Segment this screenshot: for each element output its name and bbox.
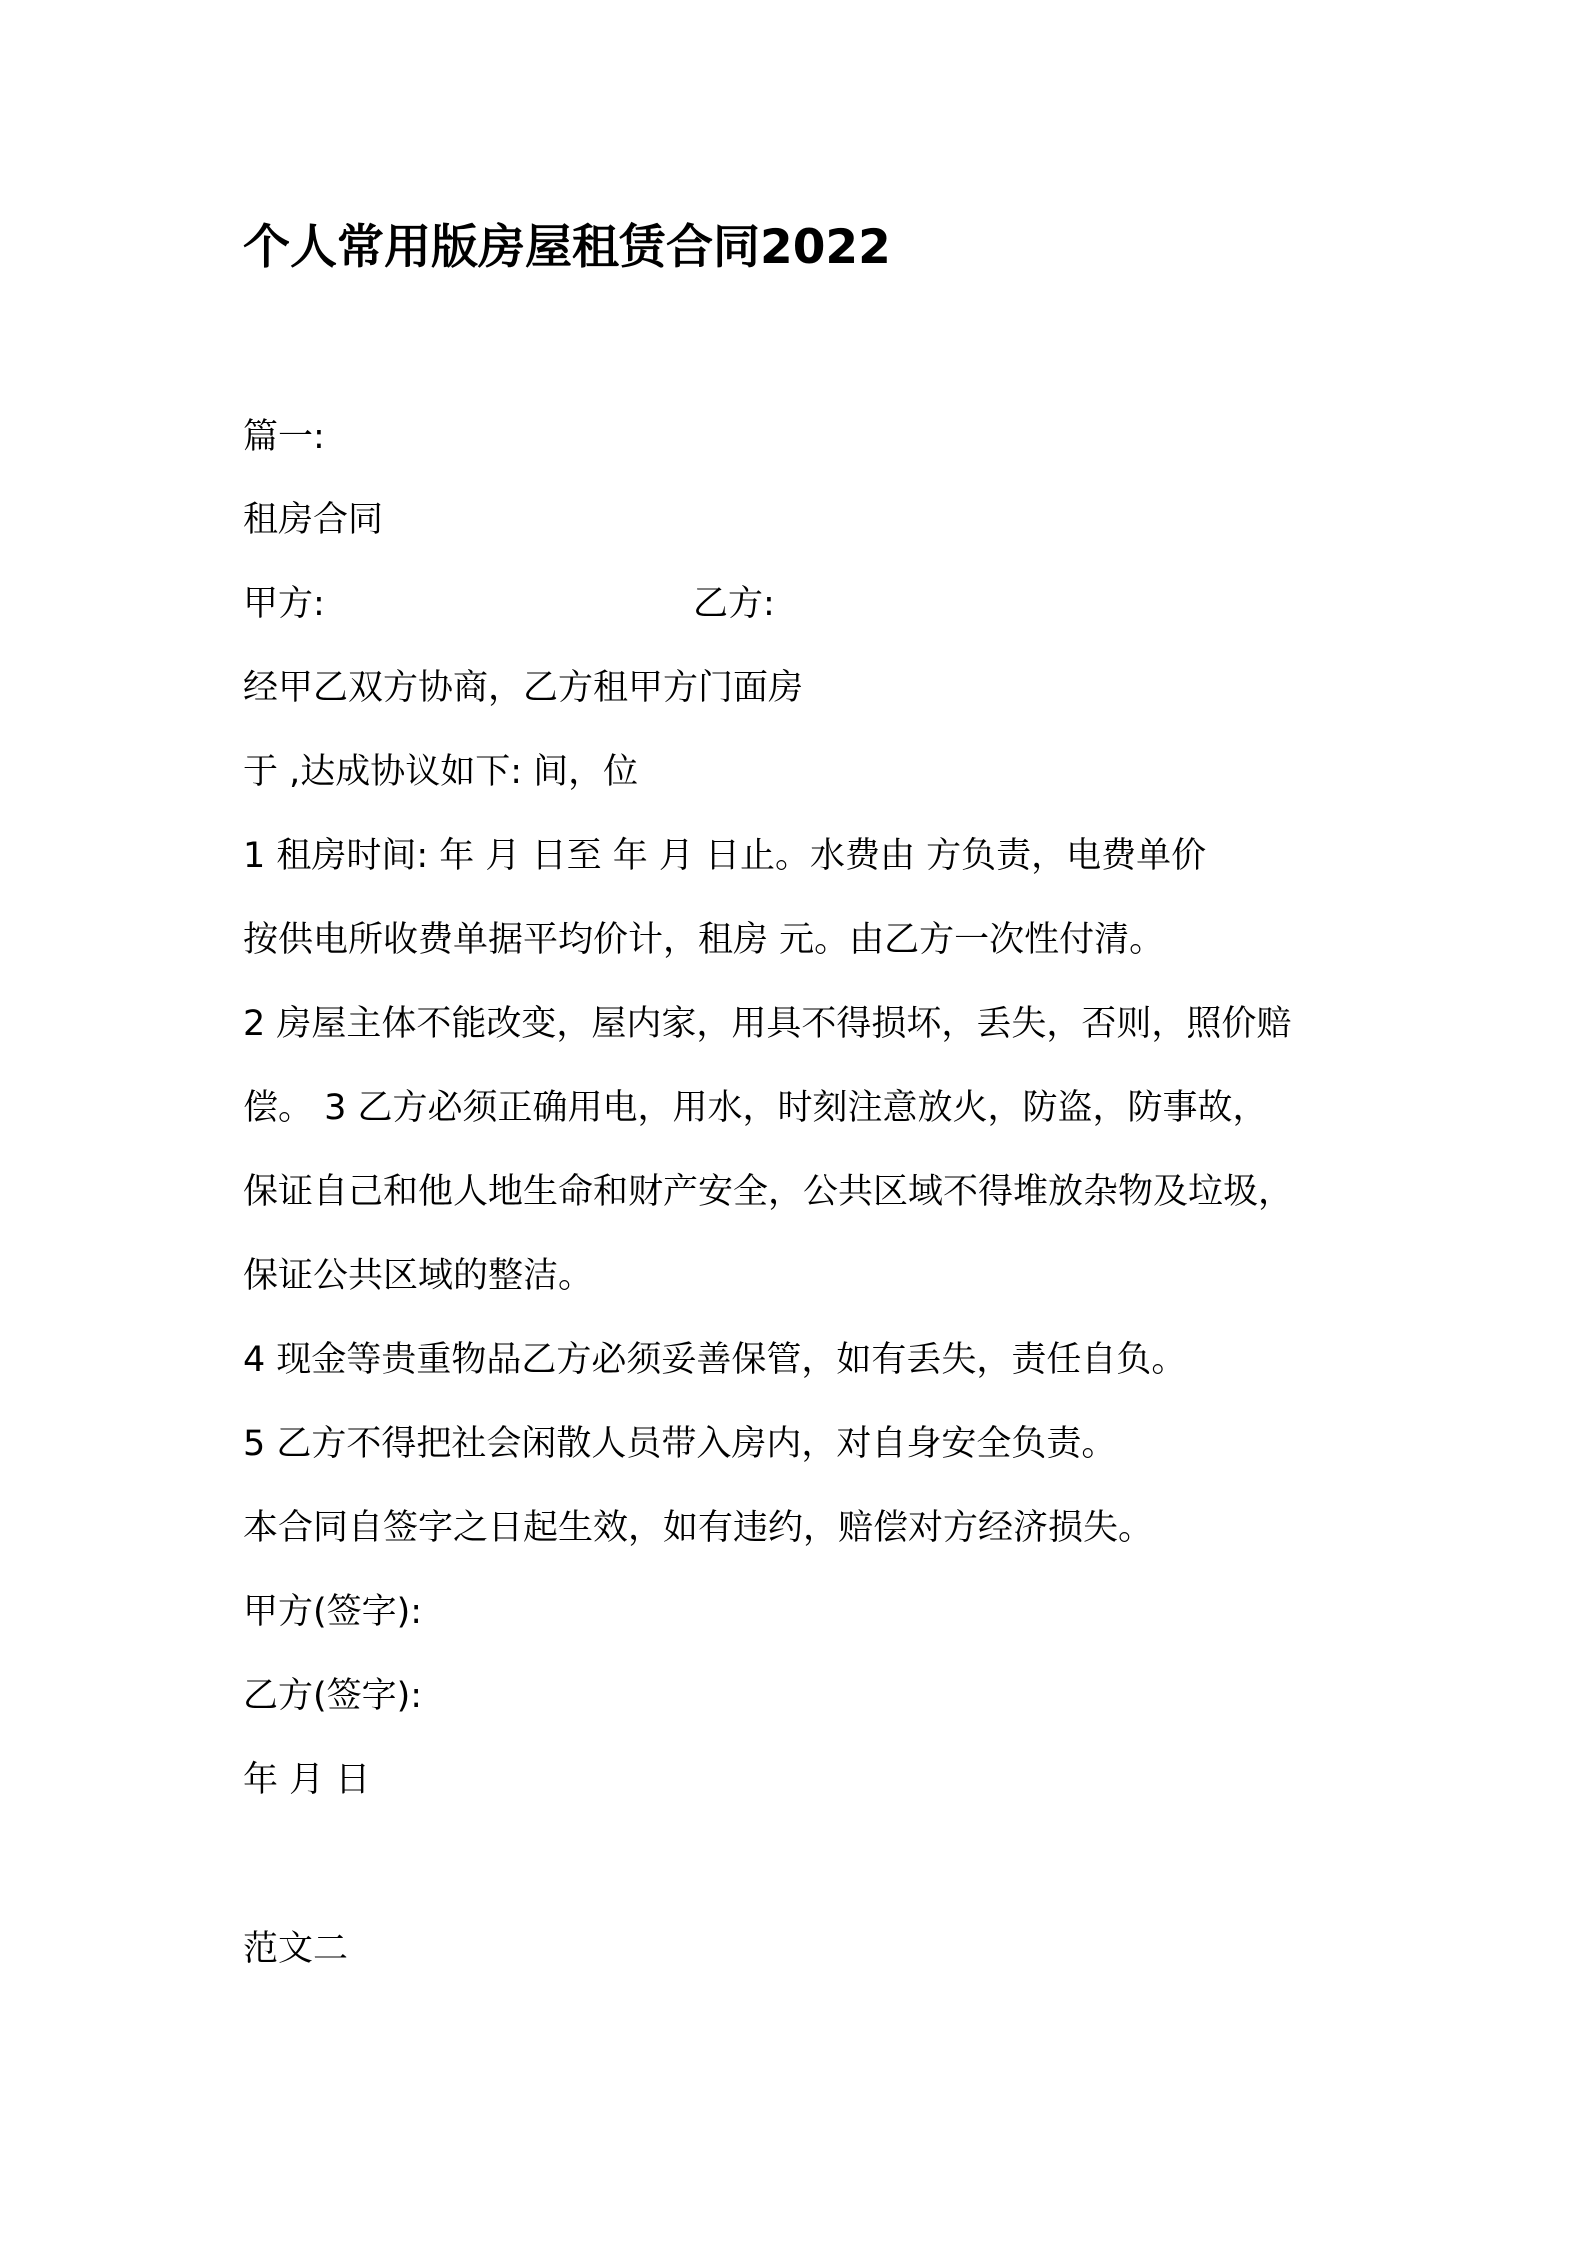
section-one-heading: 篇一:: [243, 417, 325, 457]
paragraph-line: 4 现金等贵重物品乙方必须妥善保管，如有丢失，责任自负。: [243, 1340, 1187, 1380]
signature-line-party-b: 乙方(签字):: [243, 1676, 423, 1716]
paragraph-line: 5 乙方不得把社会闲散人员带入房内，对自身安全负责。: [243, 1424, 1117, 1464]
party-b-label: 乙方:: [693, 584, 775, 624]
paragraph-line: 2 房屋主体不能改变，屋内家，用具不得损坏，丢失，否则，照价赔: [243, 1004, 1292, 1044]
paragraph-line: 按供电所收费单据平均价计，租房 元。由乙方一次性付清。: [243, 920, 1165, 960]
party-a-label: 甲方:: [243, 584, 325, 624]
contract-heading: 租房合同: [243, 500, 384, 540]
paragraph-line: 经甲乙双方协商，乙方租甲方门面房: [243, 668, 804, 708]
date-line: 年 月 日: [243, 1760, 371, 1800]
document-title: 个人常用版房屋租赁合同2022: [243, 220, 891, 275]
signature-line-party-a: 甲方(签字):: [243, 1592, 423, 1632]
section-two-heading: 范文二: [243, 1929, 349, 1969]
paragraph-line: 偿。 3 乙方必须正确用电，用水，时刻注意放火，防盗，防事故，: [243, 1088, 1268, 1128]
paragraph-line: 于 ,达成协议如下: 间，位: [243, 752, 639, 792]
paragraph-line: 保证公共区域的整洁。: [243, 1256, 594, 1296]
paragraph-line: 保证自己和他人地生命和财产安全，公共区域不得堆放杂物及垃圾，: [243, 1172, 1294, 1212]
paragraph-line: 1 租房时间: 年 月 日至 年 月 日止。水费由 方负责，电费单价: [243, 836, 1207, 876]
paragraph-line: 本合同自签字之日起生效，如有违约，赔偿对方经济损失。: [243, 1508, 1154, 1548]
